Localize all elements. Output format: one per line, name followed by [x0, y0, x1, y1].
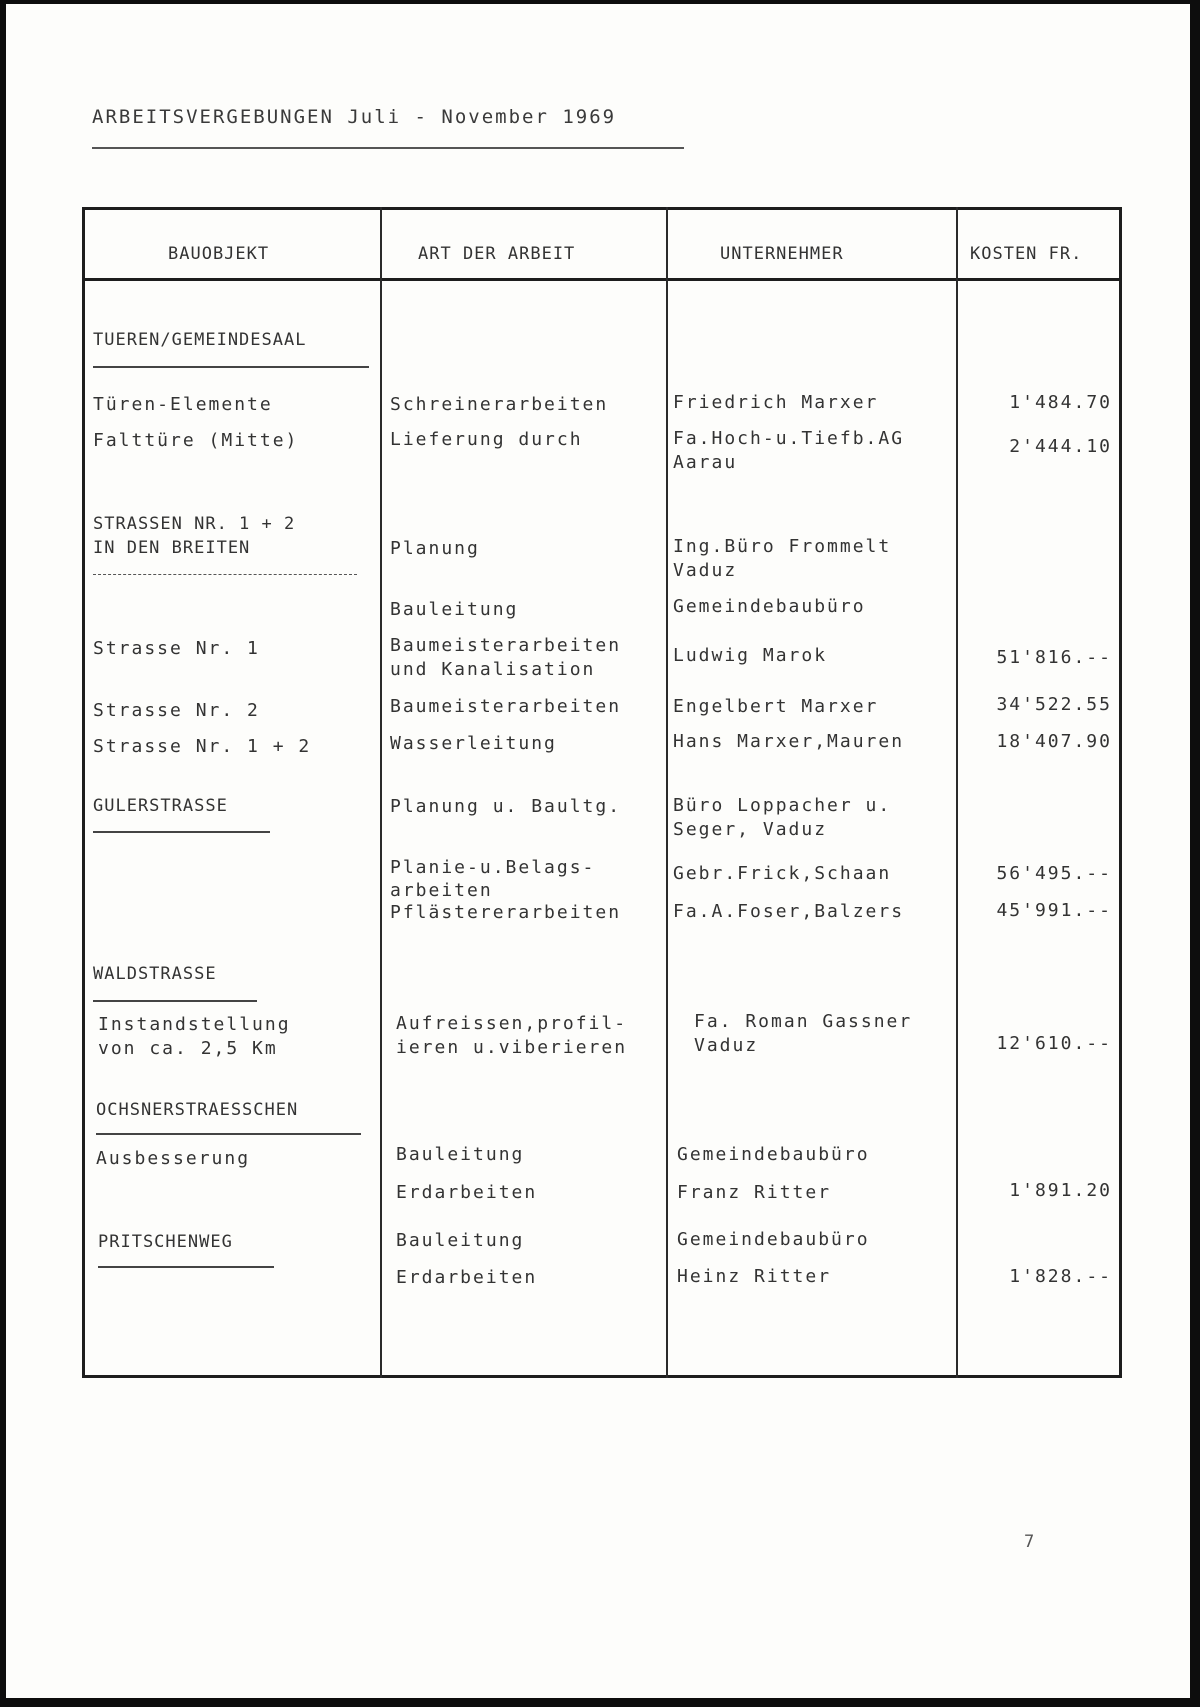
cell-contractor: Gemeindebaubüro	[673, 596, 866, 617]
section-underline	[93, 831, 270, 833]
cell-work: Lieferung durch	[390, 429, 583, 450]
cell-cost: 1'828.--	[1009, 1266, 1112, 1287]
column-header-cost: KOSTEN FR.	[970, 244, 1083, 264]
cell-cost: 18'407.90	[996, 731, 1112, 752]
cell-contractor: Gemeindebaubüro	[677, 1144, 870, 1165]
column-header-object: BAUOBJEKT	[168, 244, 270, 264]
cell-cost: 34'522.55	[996, 694, 1112, 715]
section-underline	[93, 574, 357, 575]
cell-work: arbeiten	[390, 880, 493, 901]
section-underline	[98, 1266, 274, 1268]
cell-work: Wasserleitung	[390, 733, 557, 754]
cell-work: und Kanalisation	[390, 659, 596, 680]
section-heading: IN DEN BREITEN	[93, 538, 251, 558]
cell-cost: 51'816.--	[996, 647, 1112, 668]
cell-contractor: Seger, Vaduz	[673, 819, 828, 840]
cell-cost: 2'444.10	[1009, 436, 1112, 457]
cell-work: Aufreissen,profil-	[396, 1013, 628, 1034]
section-heading: TUEREN/GEMEINDESAAL	[93, 330, 307, 350]
column-header-contractor: UNTERNEHMER	[720, 244, 844, 264]
cell-work: Baumeisterarbeiten	[390, 696, 622, 717]
document-title: ARBEITSVERGEBUNGEN Juli - November 1969	[92, 106, 617, 128]
header-divider	[82, 278, 1122, 281]
cell-contractor: Heinz Ritter	[677, 1266, 832, 1287]
cell-work: Erdarbeiten	[396, 1267, 538, 1288]
cell-work: Bauleitung	[390, 599, 519, 620]
title-underline	[92, 147, 684, 149]
cell-work: Bauleitung	[396, 1144, 525, 1165]
cell-contractor: Vaduz	[694, 1035, 759, 1056]
cell-work: Planung	[390, 538, 480, 559]
cell-cost: 56'495.--	[996, 863, 1112, 884]
cell-cost: 12'610.--	[996, 1033, 1112, 1054]
section-heading: WALDSTRASSE	[93, 964, 217, 984]
cell-work: Planung u. Baultg.	[390, 796, 622, 817]
column-header-work: ART DER ARBEIT	[418, 244, 576, 264]
cell-contractor: Fa.Hoch-u.Tiefb.AG	[673, 428, 905, 449]
section-heading: OCHSNERSTRAESSCHEN	[96, 1100, 299, 1120]
cell-contractor: Vaduz	[673, 560, 738, 581]
column-divider	[666, 207, 668, 1378]
cell-object: von ca. 2,5 Km	[98, 1038, 278, 1059]
cell-cost: 45'991.--	[996, 900, 1112, 921]
cell-object: Ausbesserung	[96, 1148, 251, 1169]
cell-contractor: Ing.Büro Frommelt	[673, 536, 892, 557]
cell-work: Erdarbeiten	[396, 1182, 538, 1203]
cell-contractor: Fa.A.Foser,Balzers	[673, 901, 905, 922]
cell-object: Türen-Elemente	[93, 394, 273, 415]
cell-contractor: Fa. Roman Gassner	[694, 1011, 913, 1032]
cell-contractor: Aarau	[673, 452, 738, 473]
cell-work: Planie-u.Belags-	[390, 857, 596, 878]
cell-work: Bauleitung	[396, 1230, 525, 1251]
cell-contractor: Büro Loppacher u.	[673, 795, 892, 816]
cell-contractor: Hans Marxer,Mauren	[673, 731, 905, 752]
section-underline	[93, 1000, 257, 1002]
cell-contractor: Ludwig Marok	[673, 645, 828, 666]
cell-cost: 1'484.70	[1009, 392, 1112, 413]
page-number: 7	[1024, 1532, 1035, 1552]
cell-object: Strasse Nr. 1	[93, 638, 260, 659]
cell-cost: 1'891.20	[1009, 1180, 1112, 1201]
section-heading: GULERSTRASSE	[93, 796, 228, 816]
cell-work: Baumeisterarbeiten	[390, 635, 622, 656]
cell-object: Strasse Nr. 1 + 2	[93, 736, 312, 757]
cell-contractor: Engelbert Marxer	[673, 696, 879, 717]
cell-work: Schreinerarbeiten	[390, 394, 609, 415]
cell-contractor: Franz Ritter	[677, 1182, 832, 1203]
section-heading: STRASSEN NR. 1 + 2	[93, 514, 296, 534]
section-underline	[96, 1133, 361, 1135]
cell-work: ieren u.viberieren	[396, 1037, 628, 1058]
section-heading: PRITSCHENWEG	[98, 1232, 233, 1252]
cell-contractor: Gemeindebaubüro	[677, 1229, 870, 1250]
cell-object: Strasse Nr. 2	[93, 700, 260, 721]
cell-object: Falttüre (Mitte)	[93, 430, 299, 451]
column-divider	[380, 207, 382, 1378]
cell-contractor: Friedrich Marxer	[673, 392, 879, 413]
cell-contractor: Gebr.Frick,Schaan	[673, 863, 892, 884]
cell-work: Pflästererarbeiten	[390, 902, 622, 923]
section-underline	[93, 366, 369, 368]
cell-object: Instandstellung	[98, 1014, 291, 1035]
